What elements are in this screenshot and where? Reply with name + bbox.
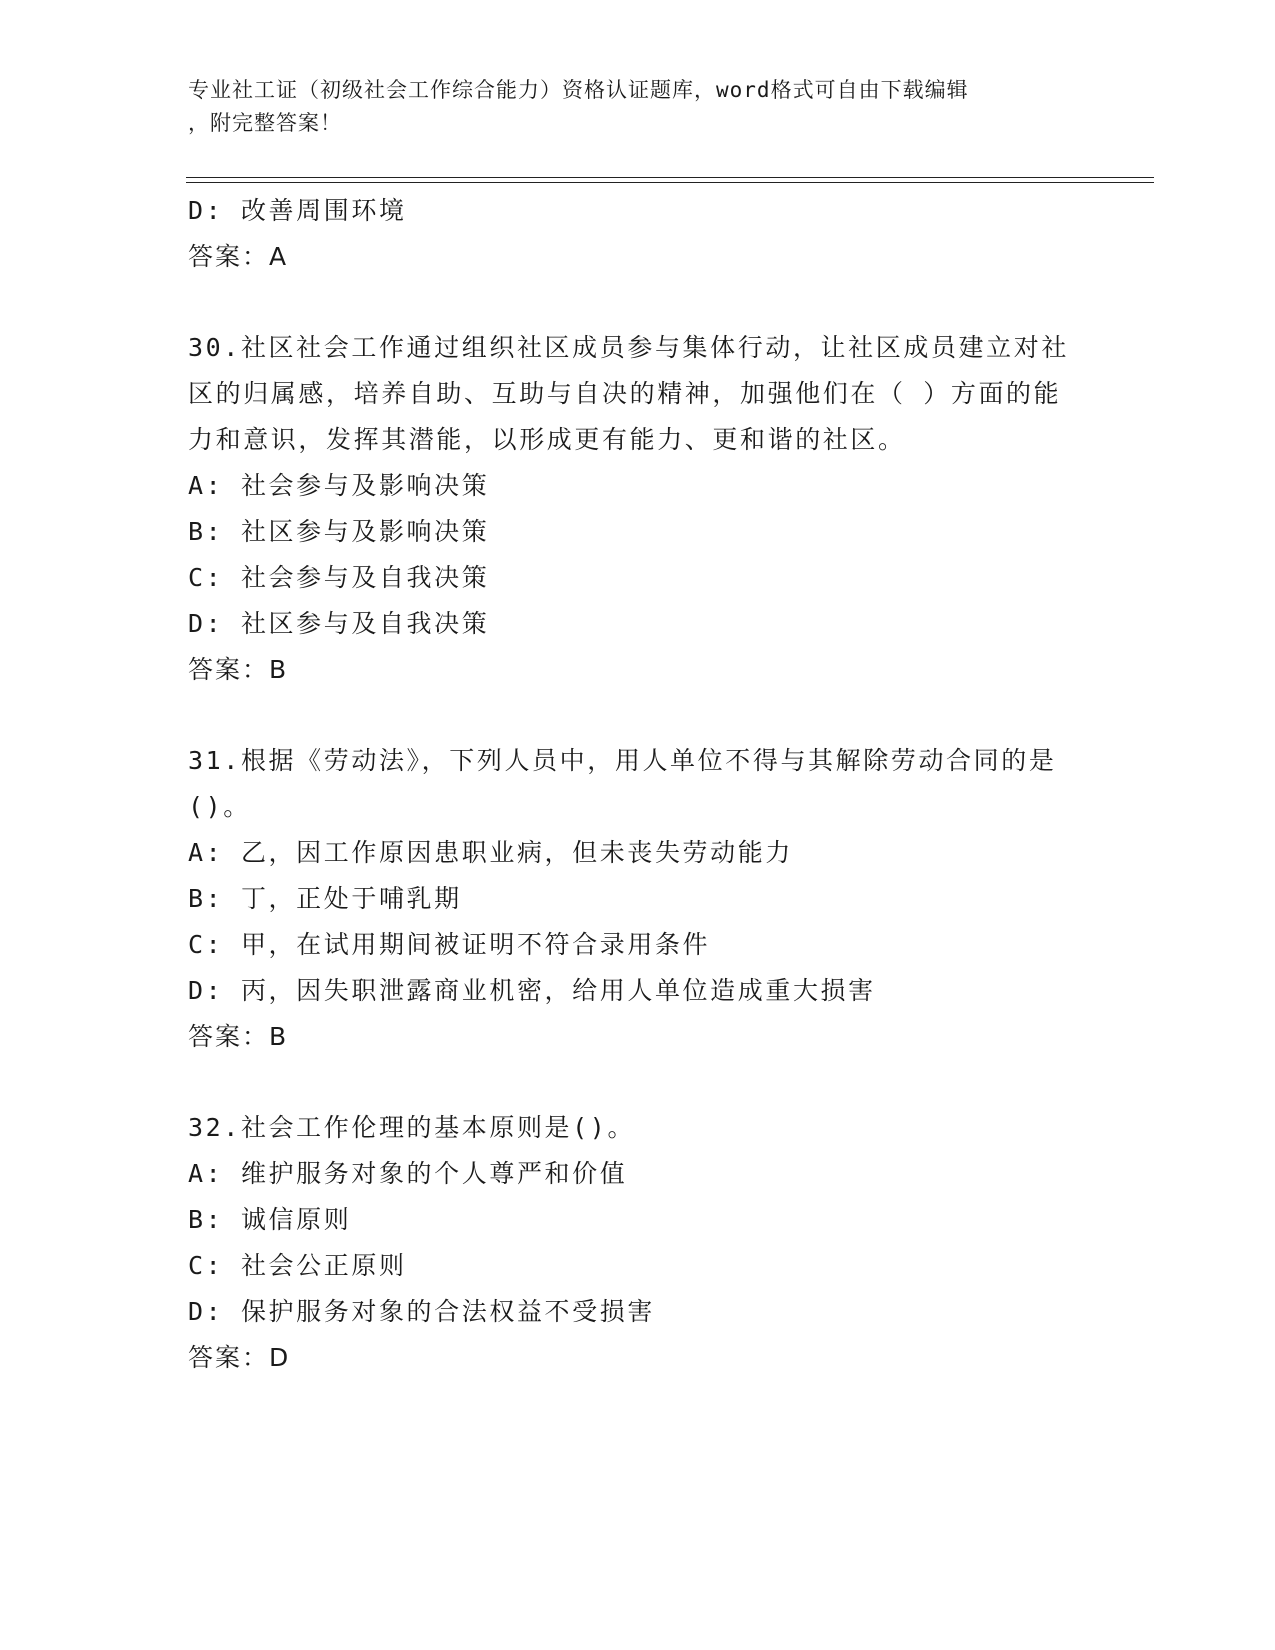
- question-text: 31.根据《劳动法》，下列人员中，用人单位不得与其解除劳动合同的是()。: [188, 746, 1057, 821]
- option-d: D: 社区参与及自我决策: [188, 609, 490, 638]
- question-30: [188, 325, 1088, 693]
- answer-line: 答案：B: [188, 1022, 289, 1051]
- answer-line: 答案：B: [188, 655, 289, 684]
- option-b: B: 丁，正处于哺乳期: [188, 884, 462, 913]
- option-c: C: 社会参与及自我决策: [188, 563, 490, 592]
- option-a: A: 社会参与及影响决策: [188, 471, 490, 500]
- header-divider-top: [186, 177, 1154, 178]
- option-d: D: 丙，因失职泄露商业机密，给用人单位造成重大损害: [188, 976, 876, 1005]
- option-b: B: 社区参与及影响决策: [188, 517, 490, 546]
- question-31: [188, 738, 1088, 1060]
- header-line-1: 专业社工证（初级社会工作综合能力）资格认证题库，word格式可自由下载编辑: [188, 78, 969, 102]
- question-text: 30.社区社会工作通过组织社区成员参与集体行动，让社区成员建立对社区的归属感，培养自助、互助与自决的精神，加强他们在（ ）方面的能力和意识，发挥其潜能，以形成更有能力、更和谐的社区。: [188, 333, 1069, 454]
- option-b: B: 诚信原则: [188, 1205, 352, 1234]
- question-list: [188, 188, 1088, 1381]
- previous-question-tail: [188, 188, 1088, 280]
- answer-line: 答案：D: [188, 1343, 291, 1372]
- option-d: D: 改善周围环境: [188, 196, 407, 225]
- option-a: A: 乙，因工作原因患职业病，但未丧失劳动能力: [188, 838, 793, 867]
- header-line-2: ，附完整答案！: [188, 111, 342, 135]
- option-c: C: 甲，在试用期间被证明不符合录用条件: [188, 930, 711, 959]
- option-a: A: 维护服务对象的个人尊严和价值: [188, 1159, 628, 1188]
- answer-line: 答案：A: [188, 242, 289, 271]
- question-32: [188, 1105, 1088, 1381]
- header-divider-bottom: [186, 182, 1154, 183]
- question-text: 32.社会工作伦理的基本原则是()。: [188, 1113, 636, 1142]
- option-c: C: 社会公正原则: [188, 1251, 407, 1280]
- option-d: D: 保护服务对象的合法权益不受损害: [188, 1297, 655, 1326]
- page-header: [188, 74, 1088, 140]
